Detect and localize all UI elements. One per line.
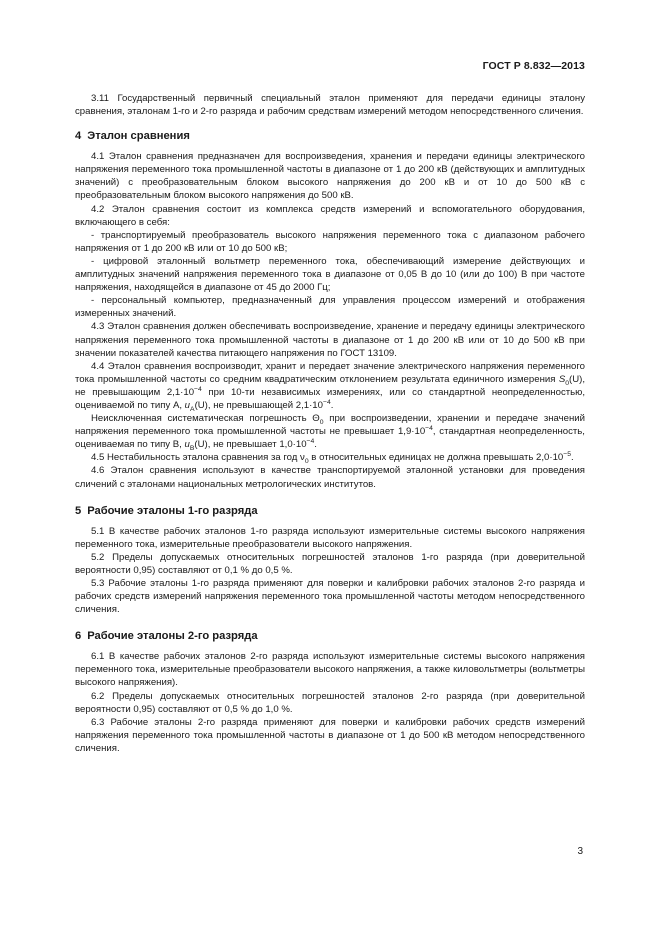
paragraph-4-2: 4.2 Эталон сравнения состоит из комплекса средств измерений и вспомогательного оборудования, включающего в себя: [75,203,585,228]
paragraph-5-3: 5.3 Рабочие эталоны 1-го разряда применяют для поверки и калибровки рабочих эталонов 2-го разряда и рабочих средств измерений напряжения переменного тока промышленной частоты методом непосредственного сличения. [75,578,585,616]
paragraph-5-2: 5.2 Пределы допускаемых относительных погрешностей эталонов 1-го разряда (при доверительной вероятности 0,95) составляют от 0,1 % до 0,5 %. [75,551,585,576]
paragraph-4-4-systematic: Неисключенная систематическая погрешность $\Theta_0$ при воспроизведении, хранении и передаче значений напряжения переменного тока промышленной частоты не превышает $1,9\cdot 10^{-4}$, стандартная неопределенность, оцениваемая по типу В, $u_B(U)$, не превышает $1,0\cdot 10^{-4}$. [75,413,585,453]
paragraph-6-3: 6.3 Рабочие эталоны 2-го разряда применяют для поверки и калибровки рабочих средств измерений напряжения переменного тока промышленной частоты в диапазоне от 1 до 500 кВ методом непосредственного сличения. [75,716,585,754]
page-number: 3 [577,846,583,857]
paragraph-4-6: 4.6 Эталон сравнения используют в качестве транспортируемой эталонной установки для проведения сличений с эталонами национальных метрологических институтов. [75,465,585,490]
paragraph-5-1: 5.1 В качестве рабочих эталонов 1-го разряда используют измерительные системы высокого напряжения переменного тока, измерительные преобразователи высокого напряжения. [75,525,585,550]
paragraph-3-11: 3.11 Государственный первичный специальный эталон применяют для передачи единицы эталону сравнения, эталонам 1-го и 2-го разряда и рабочим средствам измерений методом непосредственного сличения. [75,93,585,118]
paragraph-4-1: 4.1 Эталон сравнения предназначен для воспроизведения, хранения и передачи единицы электрического напряжения переменного тока промышленной частоты в диапазоне от 1 до 200 кВ (действующих и амплитудных значений) с преобразовательным блоком высокого напряжения до 200 кВ и от 10 до 500 кВ с преобразовательным блоком высокого напряжения до 500 кВ. [75,151,585,202]
document-body [75,92,585,755]
paragraph-6-2: 6.2 Пределы допускаемых относительных погрешностей эталонов 2-го разряда (при доверительной вероятности 0,95) составляют от 0,5 % до 1,0 %. [75,690,585,715]
list-item-voltmeter: - цифровой эталонный вольтметр переменного тока, обеспечивающий измерение действующих и амплитудных значений напряжения переменного тока в диапазоне от 0,05 В до 10 (или до 100) В при частоте напряжения, находящейся в диапазоне от 45 до 2000 Гц; [75,255,585,294]
section-5-heading [75,504,585,518]
paragraph-6-1: 6.1 В качестве рабочих эталонов 2-го разряда используют измерительные системы высокого напряжения переменного тока, измерительные преобразователи высокого напряжения, а также киловольтметры (вольтметры высокого напряжения). [75,651,585,689]
section-6-title: Рабочие эталоны 2-го разряда [87,630,258,643]
section-5-title: Рабочие эталоны 1-го разряда [87,504,258,517]
paragraph-4-4: 4.4 Эталон сравнения воспроизводит, хранит и передает значение электрического напряжения переменного тока промышленной частоты со средним квадратическим отклонением результата единичного измерения $S_0(U)$, не превышающим $2,1\cdot 10^{-4}$ при 10-ти независимых измерениях, или со стандартной неопределенностью, оцениваемой по типу А, $u_A(U)$, не превышающей $2,1\cdot 10^{-4}$. [75,360,585,413]
section-4-title: Эталон сравнения [87,130,190,143]
document-header: ГОСТ Р 8.832—2013 [482,60,585,72]
section-6-number: 6 [75,630,82,643]
section-4-heading [75,129,585,143]
section-6-heading [75,629,585,643]
section-5-number: 5 [75,504,82,517]
list-item-computer: - персональный компьютер, предназначенный для управления процессом измерений и отображения измеренных значений. [75,295,585,320]
paragraph-4-3: 4.3 Эталон сравнения должен обеспечивать воспроизведение, хранение и передачу единицы электрического напряжения переменного тока промышленной частоты в диапазоне от 1 до 200 кВ или от 10 до 500 кВ при значении показателей качества питающего напряжения по ГОСТ 13109. [75,321,585,359]
list-item-converter: - транспортируемый преобразователь высокого напряжения переменного тока с диапазоном рабочего напряжения от 1 до 200 кВ или от 10 до 500 кВ; [75,229,585,254]
section-4-number: 4 [75,130,82,143]
paragraph-4-5: 4.5 Нестабильность эталона сравнения за год $\nu_0$ в относительных единицах не должна превышать $2,0\cdot 10^{-5}$. [91,451,574,466]
